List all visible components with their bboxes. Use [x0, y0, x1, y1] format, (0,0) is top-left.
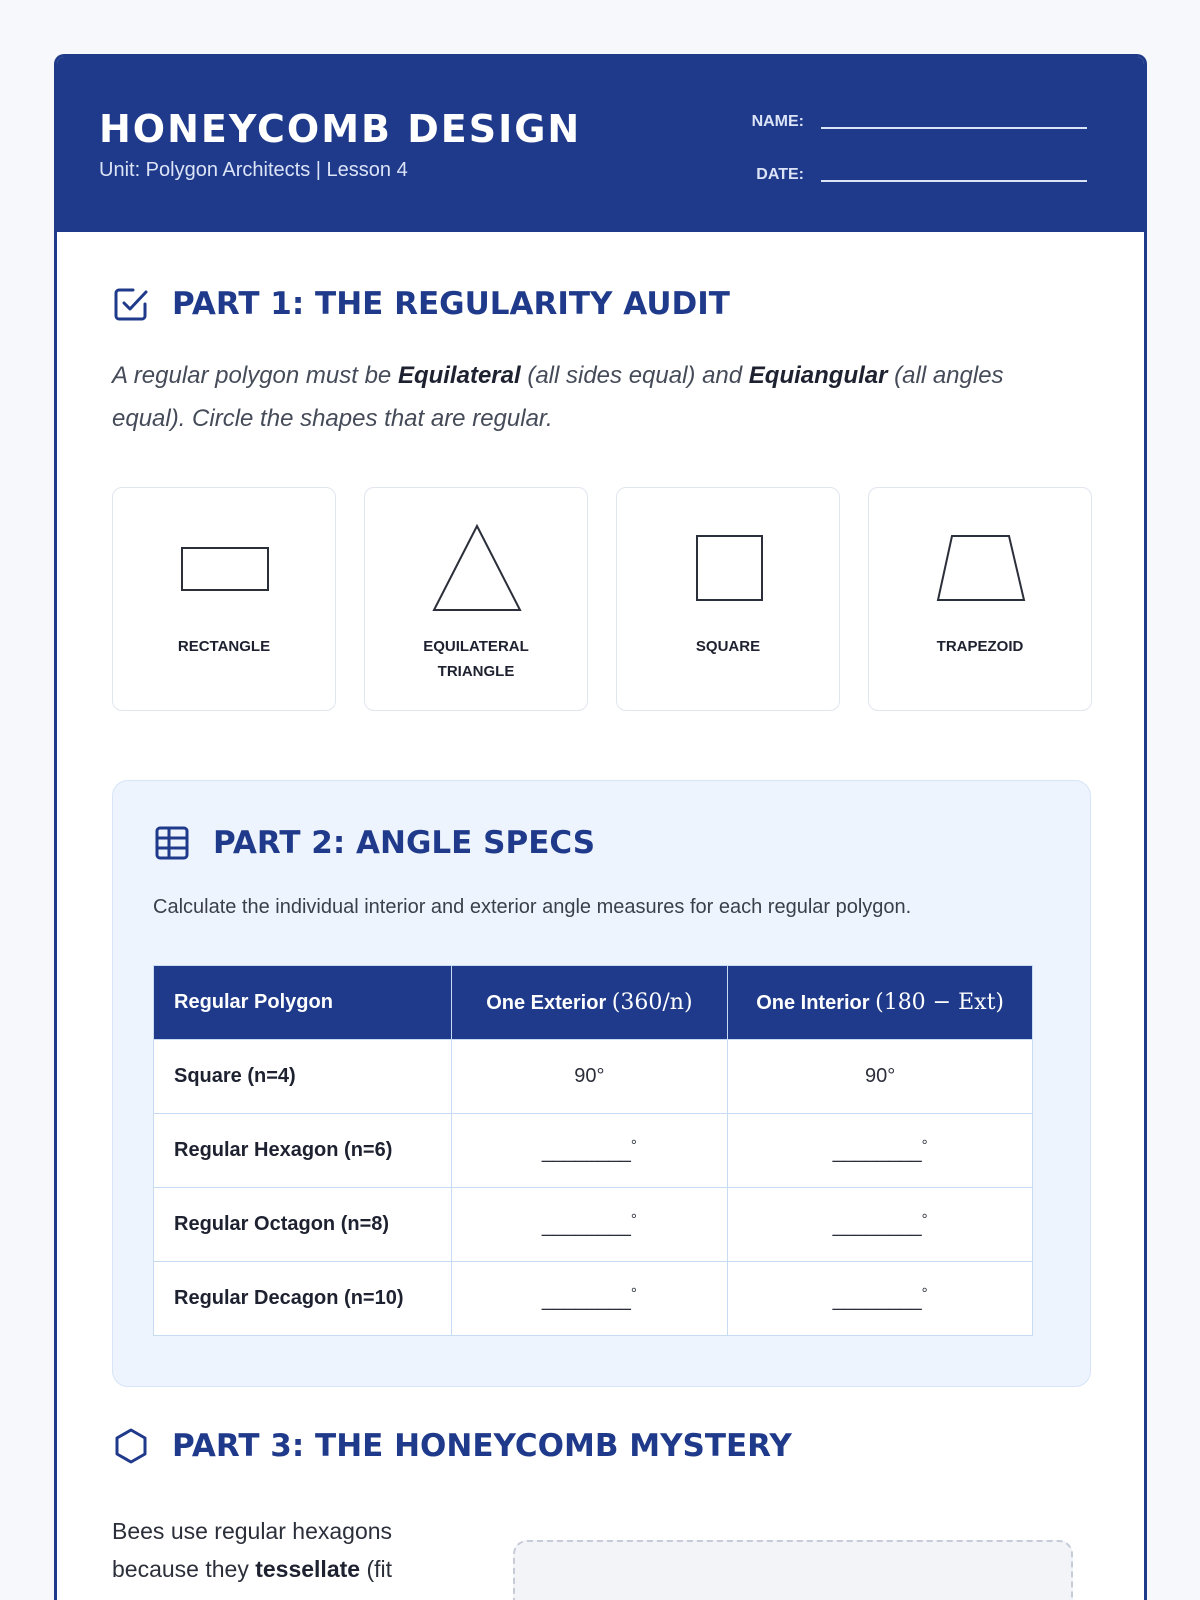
col-header-interior: One Interior (180 − Ext): [728, 966, 1033, 1040]
angle-specs-table: [153, 965, 1033, 1336]
table-row: [154, 1188, 1033, 1262]
desc-text: A regular polygon must be: [112, 362, 398, 389]
desc-text: (all sides equal) and: [520, 362, 749, 389]
date-label: DATE:: [756, 166, 804, 183]
polygon-name: Regular Hexagon (n=6): [154, 1114, 452, 1188]
shape-card-square[interactable]: [616, 487, 840, 711]
exterior-answer[interactable]: ________°: [451, 1114, 728, 1188]
polygon-name: Regular Octagon (n=8): [154, 1188, 452, 1262]
shape-card-triangle[interactable]: [364, 487, 588, 711]
interior-answer[interactable]: ________°: [728, 1114, 1033, 1188]
desc-text: (all angles equal). Circle the shapes that are regular.: [112, 362, 1004, 432]
table-row: [154, 1262, 1033, 1336]
table-row: [154, 1040, 1033, 1114]
polygon-name: Regular Decagon (n=10): [154, 1262, 452, 1336]
shape-label: TRAPEZOID: [936, 638, 1024, 655]
table-grid-icon: [153, 824, 191, 862]
col-header-polygon: Regular Polygon: [154, 966, 452, 1040]
part1-heading: [112, 285, 730, 323]
triangle-shape: [365, 518, 589, 618]
part1-title: PART 1: THE REGULARITY AUDIT: [172, 286, 730, 322]
name-label: NAME:: [751, 113, 804, 130]
hexagon-icon: [112, 1427, 150, 1465]
worksheet-header: [57, 57, 1144, 232]
interior-answer[interactable]: ________°: [728, 1188, 1033, 1262]
part1-description: [112, 354, 1072, 440]
exterior-value: 90°: [451, 1040, 728, 1114]
part2-title: PART 2: ANGLE SPECS: [213, 825, 596, 861]
shape-card-trapezoid[interactable]: [868, 487, 1092, 711]
shape-row: [112, 487, 1092, 711]
interior-value: 90°: [728, 1040, 1033, 1114]
sketch-area[interactable]: [513, 1540, 1073, 1600]
date-field[interactable]: [821, 180, 1087, 182]
rectangle-shape: [113, 518, 337, 618]
interior-answer[interactable]: ________°: [728, 1262, 1033, 1336]
trapezoid-shape: [869, 518, 1093, 618]
shape-label: EQUILATERAL TRIANGLE: [423, 638, 529, 680]
exterior-answer[interactable]: ________°: [451, 1188, 728, 1262]
col-header-exterior: One Exterior (360/n): [451, 966, 728, 1040]
part3-heading: [112, 1427, 792, 1465]
shape-label: SQUARE: [695, 638, 761, 655]
checkbox-icon: [112, 285, 150, 323]
table-row: [154, 1114, 1033, 1188]
shape-card-rectangle[interactable]: [112, 487, 336, 711]
p3-bold-tessellate: tessellate: [255, 1556, 361, 1582]
square-shape: [617, 518, 841, 618]
page-subtitle: Unit: Polygon Architects | Lesson 4: [99, 159, 408, 181]
part3-title: PART 3: THE HONEYCOMB MYSTERY: [172, 1428, 792, 1464]
page-title: HONEYCOMB DESIGN: [99, 107, 582, 151]
exterior-answer[interactable]: ________°: [451, 1262, 728, 1336]
worksheet: [54, 54, 1147, 1600]
desc-bold-equiangular: Equiangular: [748, 362, 888, 389]
polygon-name: Square (n=4): [154, 1040, 452, 1114]
shape-label: RECTANGLE: [177, 638, 271, 655]
part3-text: [112, 1512, 432, 1588]
name-field[interactable]: [821, 127, 1087, 129]
table-header-row: [154, 966, 1033, 1040]
part2-description: Calculate the individual interior and exterior angle measures for each regular polygon.: [153, 896, 912, 918]
part2-heading: [153, 824, 595, 862]
p3-text-2: (fit: [360, 1556, 393, 1582]
p3-text-1: Bees use regular hexagons because they: [112, 1518, 393, 1582]
part2-panel: [112, 780, 1091, 1387]
desc-bold-equilateral: Equilateral: [397, 362, 521, 389]
